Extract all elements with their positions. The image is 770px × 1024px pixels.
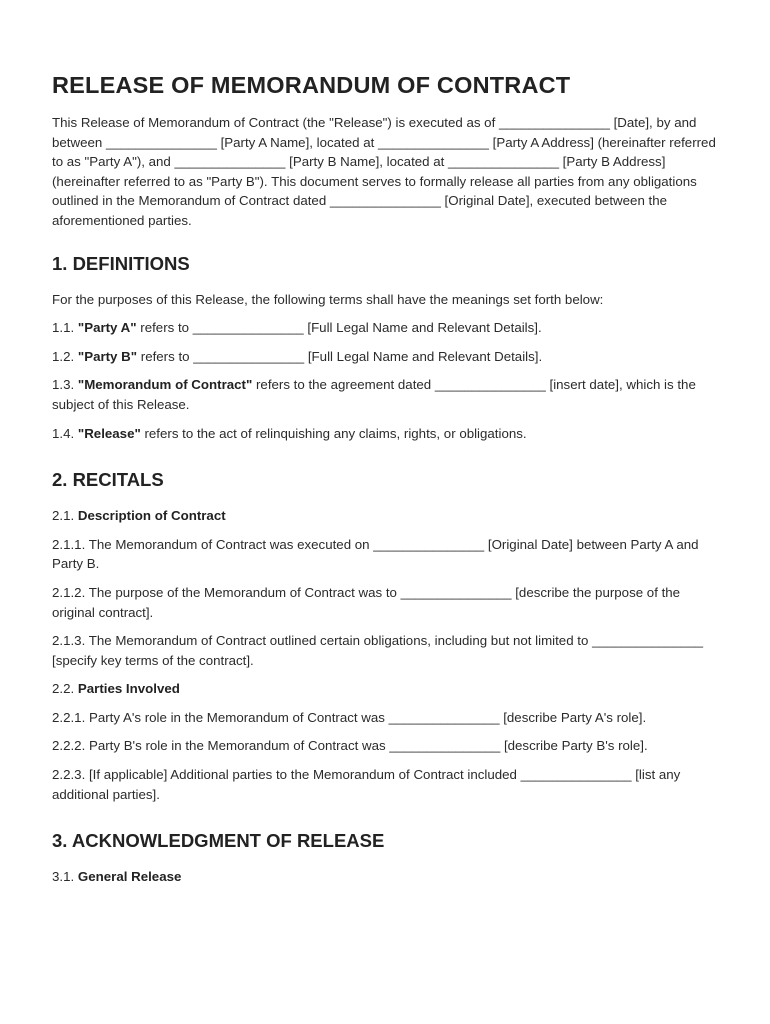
definitions-lead: For the purposes of this Release, the following terms shall have the meanings set forth below: xyxy=(52,291,604,307)
definition-item xyxy=(52,347,720,367)
subsection-heading xyxy=(52,506,720,526)
subsection-number: 3.1. xyxy=(52,869,75,885)
definition-number: 1.2. xyxy=(52,348,75,364)
definition-text: refers to the act of relinquishing any claims, rights, or obligations. xyxy=(144,425,527,441)
document-title: RELEASE OF MEMORANDUM OF CONTRACT xyxy=(52,72,571,98)
recital-item: 2.2.2. Party B's role in the Memorandum of Contract was _______________ [describe Party B's role]. xyxy=(52,738,648,754)
recital-item: 2.2.1. Party A's role in the Memorandum of Contract was _______________ [describe Party A's role]. xyxy=(52,709,647,725)
definition-term: "Memorandum of Contract" xyxy=(77,377,253,393)
subsection-number: 2.1. xyxy=(52,508,75,524)
subsection-title: Parties Involved xyxy=(77,681,180,697)
subsection-heading xyxy=(52,679,720,699)
definition-item xyxy=(52,318,720,338)
document-page xyxy=(52,70,720,887)
definition-text: refers to _______________ [Full Legal Name and Relevant Details]. xyxy=(140,348,543,364)
definition-item xyxy=(52,375,720,414)
recital-item: 2.1.3. The Memorandum of Contract outlined certain obligations, including but not limited to _______________ [specify key terms of the contract]. xyxy=(52,633,703,668)
definition-number: 1.4. xyxy=(52,425,75,441)
subsection-title: General Release xyxy=(77,869,182,885)
intro-paragraph: This Release of Memorandum of Contract (the "Release") is executed as of _______________ [Date], by and between _______________ [Party A Name], located at _______________ [Party A Address] (hereinafter referred to as "Party A"), and _______________ [Party B Name], located at _______________ [Party B Address] (hereinafter referred to as "Party B"). This document serves to formally release all parties from any obligations outlined in the Memorandum of Contract dated _______________ [Original Date], executed between the aforementioned parties. xyxy=(52,115,716,228)
definition-number: 1.1. xyxy=(52,320,75,336)
definition-term: "Party A" xyxy=(77,320,137,336)
recital-item: 2.1.2. The purpose of the Memorandum of Contract was to _______________ [describe the purpose of the original contract]. xyxy=(52,584,681,620)
subsection-heading xyxy=(52,867,720,887)
subsection-title: Description of Contract xyxy=(77,508,226,524)
recital-item: 2.2.3. [If applicable] Additional parties to the Memorandum of Contract included _______________ [list any additional parties]. xyxy=(52,767,681,802)
definition-term: "Party B" xyxy=(77,348,138,364)
recital-item: 2.1.1. The Memorandum of Contract was executed on _______________ [Original Date] between Party A and Party B. xyxy=(52,536,699,572)
section-3-heading: 3. ACKNOWLEDGMENT OF RELEASE xyxy=(52,830,385,852)
subsection-number: 2.2. xyxy=(52,681,75,697)
definition-item xyxy=(52,424,720,444)
definition-number: 1.3. xyxy=(52,377,75,393)
definition-text: refers to the agreement dated _______________ [insert date], which is the subject of this Release. xyxy=(52,377,696,412)
section-2-heading: 2. RECITALS xyxy=(52,469,164,491)
definition-text: refers to _______________ [Full Legal Name and Relevant Details]. xyxy=(140,320,542,336)
definition-term: "Release" xyxy=(77,425,141,441)
section-1-heading: 1. DEFINITIONS xyxy=(52,252,190,274)
